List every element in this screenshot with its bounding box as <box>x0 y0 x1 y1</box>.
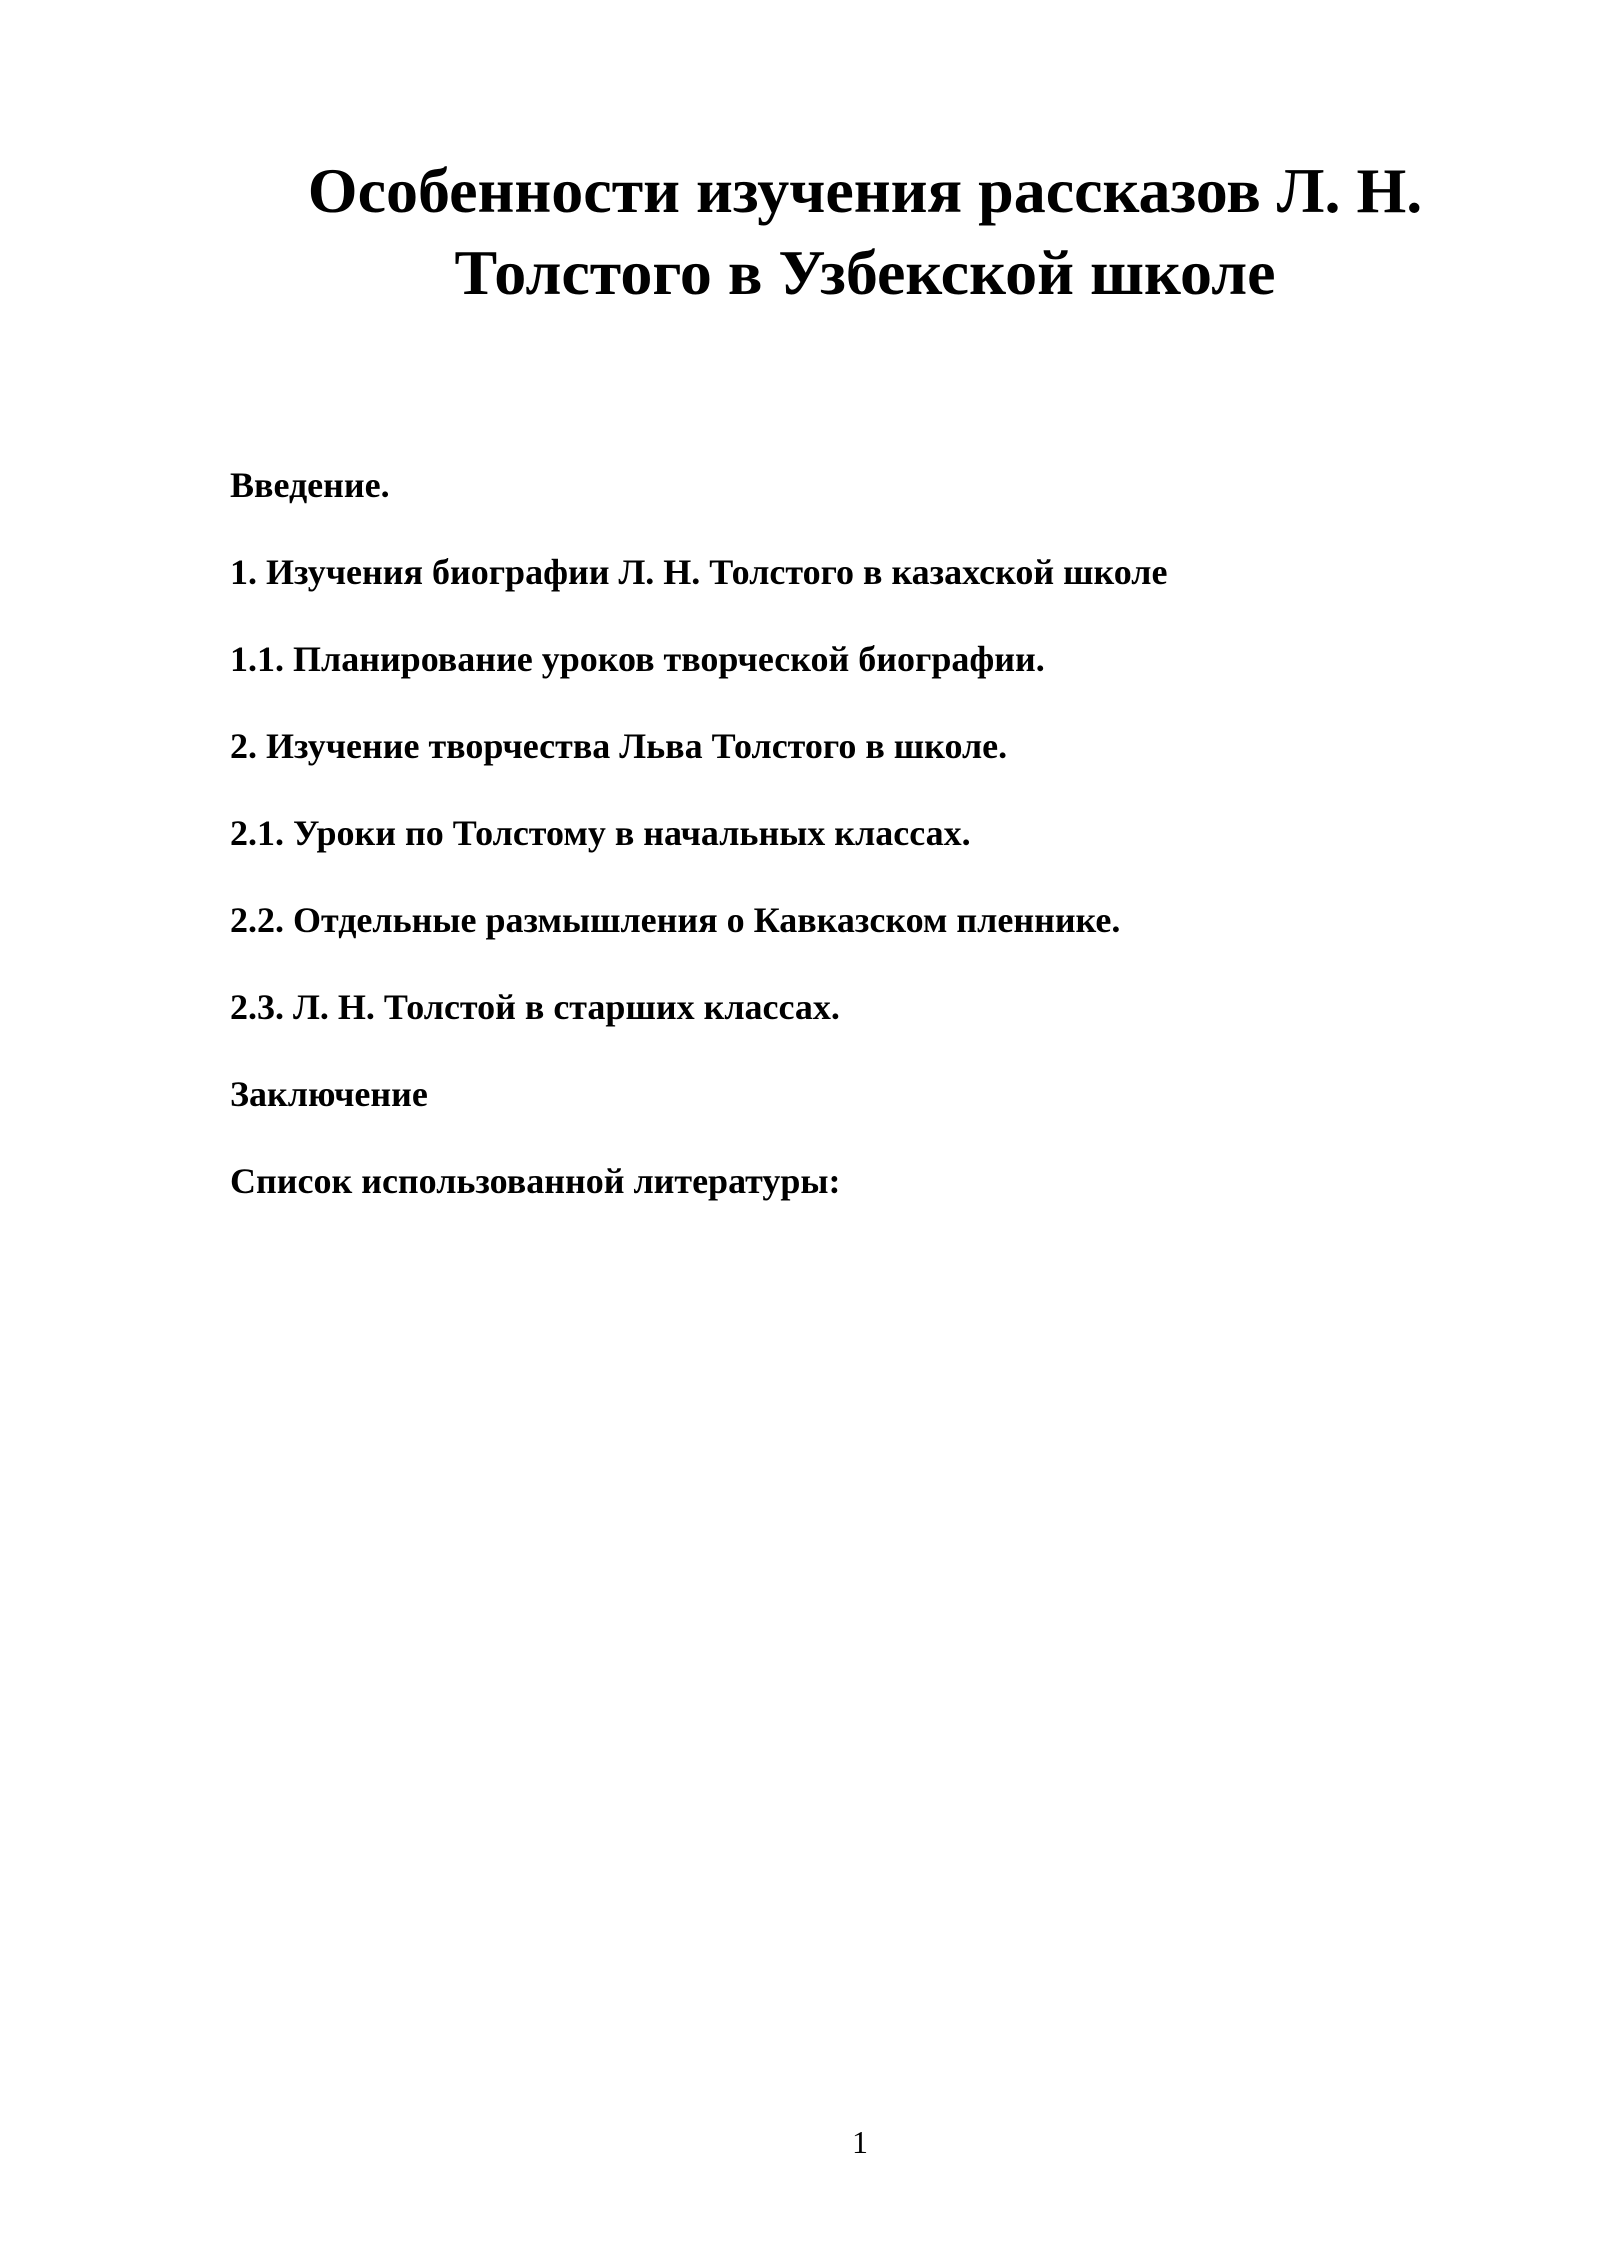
toc-item-introduction: Введение. <box>230 465 390 505</box>
toc-item-1: 1. Изучения биографии Л. Н. Толстого в казахской школе <box>230 552 1168 592</box>
toc-item-2-3: 2.3. Л. Н. Толстой в старших классах. <box>230 987 840 1027</box>
toc-item-2: 2. Изучение творчества Льва Толстого в школе. <box>230 726 1008 766</box>
toc-item-conclusion: Заключение <box>230 1074 428 1114</box>
toc-item-2-1: 2.1. Уроки по Толстому в начальных классах. <box>230 813 971 853</box>
toc-item-bibliography: Список использованной литературы: <box>230 1161 841 1201</box>
table-of-contents <box>230 460 1430 1243</box>
toc-item-1-1: 1.1. Планирование уроков творческой биографии. <box>230 639 1045 679</box>
page-title: Особенности изучения рассказов Л. Н. Толстого в Узбекской школе <box>307 155 1423 308</box>
toc-item-2-2: 2.2. Отдельные размышления о Кавказском пленнике. <box>230 900 1121 940</box>
page-number: 1 <box>852 2124 868 2160</box>
